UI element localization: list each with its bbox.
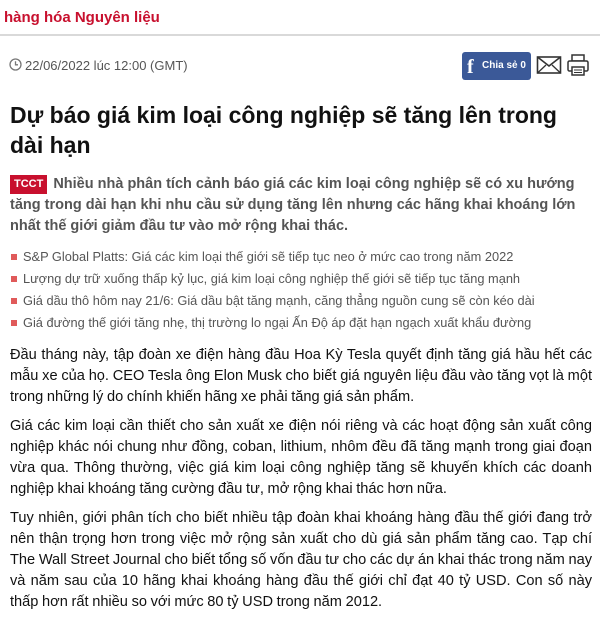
related-article-title: Lượng dự trữ xuống thấp kỷ lục, giá kim loại công nghiệp thế giới sẽ tiếp tục tăng mạnh — [23, 271, 521, 286]
section-title[interactable]: hàng hóa Nguyên liệu — [4, 9, 160, 26]
share-label: Chia sẻ 0 — [482, 60, 526, 71]
body-paragraph: Giá các kim loại cần thiết cho sản xuất xe điện nói riêng và các hoạt động sản xuất công nghiệp khác nói chung như đồng, coban, lithium, nhôm đều đã tăng mạnh trong giai đoạn vừa qua. Thông thường, việc giá kim loại công nghiệp tăng sẽ khuyến khích các doanh nghiệp khai khoáng tăng cường đầu tư, mở rộng khai thác hơn nữa. — [10, 418, 592, 497]
bullet-icon — [11, 298, 17, 304]
related-article-title: S&P Global Platts: Giá các kim loại thế giới sẽ tiếp tục neo ở mức cao trong năm 2022 — [23, 249, 514, 264]
clock-icon — [9, 58, 22, 71]
body-paragraph: Tuy nhiên, giới phân tích cho biết nhiều tập đoàn khai khoáng hàng đầu thế giới đang trở nên thận trọng hơn trong việc mở rộng sản xuất cho dù giá sản phẩm tăng cao. Tạp chí The Wall Street Journal cho biết tổng số vốn đầu tư cho các dự án khai thác trong năm nay và năm sau của 10 hãng khai khoáng hàng đầu thế giới chỉ đạt 40 tỷ USD. Con số này thấp hơn rất nhiều so với mức 80 tỷ USD trong năm 2012. — [10, 510, 592, 610]
bullet-icon — [11, 254, 17, 260]
related-article-link[interactable] — [10, 246, 595, 268]
bullet-icon — [11, 276, 17, 282]
facebook-share-button[interactable] — [462, 52, 531, 80]
related-article-link[interactable] — [10, 312, 595, 334]
article-meta — [0, 50, 600, 82]
print-icon[interactable] — [566, 53, 590, 77]
article-sapo — [10, 174, 592, 237]
related-article-link[interactable] — [10, 268, 595, 290]
mail-icon[interactable] — [536, 53, 562, 77]
sapo-text: Nhiều nhà phân tích cảnh báo giá các kim loại công nghiệp sẽ có xu hướng tăng trong dài hạn khi nhu cầu sử dụng tăng lên nhưng các hãng khai khoáng lớn nhất thế giới giảm đầu tư vào mở rộng khai thác. — [10, 176, 576, 234]
article-body — [10, 345, 592, 621]
publish-date: 22/06/2022 lúc 12:00 (GMT) — [25, 58, 188, 73]
related-articles — [10, 246, 595, 334]
article-headline: Dự báo giá kim loại công nghiệp sẽ tăng lên trong dài hạn — [10, 102, 557, 158]
section-header — [0, 0, 600, 36]
related-article-link[interactable] — [10, 290, 595, 312]
body-paragraph: Đầu tháng này, tập đoàn xe điện hàng đầu Hoa Kỳ Tesla quyết định tăng giá hầu hết các mẫu xe của họ. CEO Tesla ông Elon Musk cho biết giá nguyên liệu đầu vào tăng vọt là một trong những lý do chính khiến hãng xe phải tăng giá sản phẩm. — [10, 347, 592, 405]
related-article-title: Giá dầu thô hôm nay 21/6: Giá dầu bật tăng mạnh, căng thẳng nguồn cung sẽ còn kéo dài — [23, 293, 535, 308]
bullet-icon — [11, 320, 17, 326]
source-badge: TCCT — [10, 175, 47, 194]
related-article-title: Giá đường thế giới tăng nhẹ, thị trường lo ngại Ấn Độ áp đặt hạn ngạch xuất khẩu đường — [23, 315, 532, 330]
facebook-icon: f — [467, 56, 474, 78]
